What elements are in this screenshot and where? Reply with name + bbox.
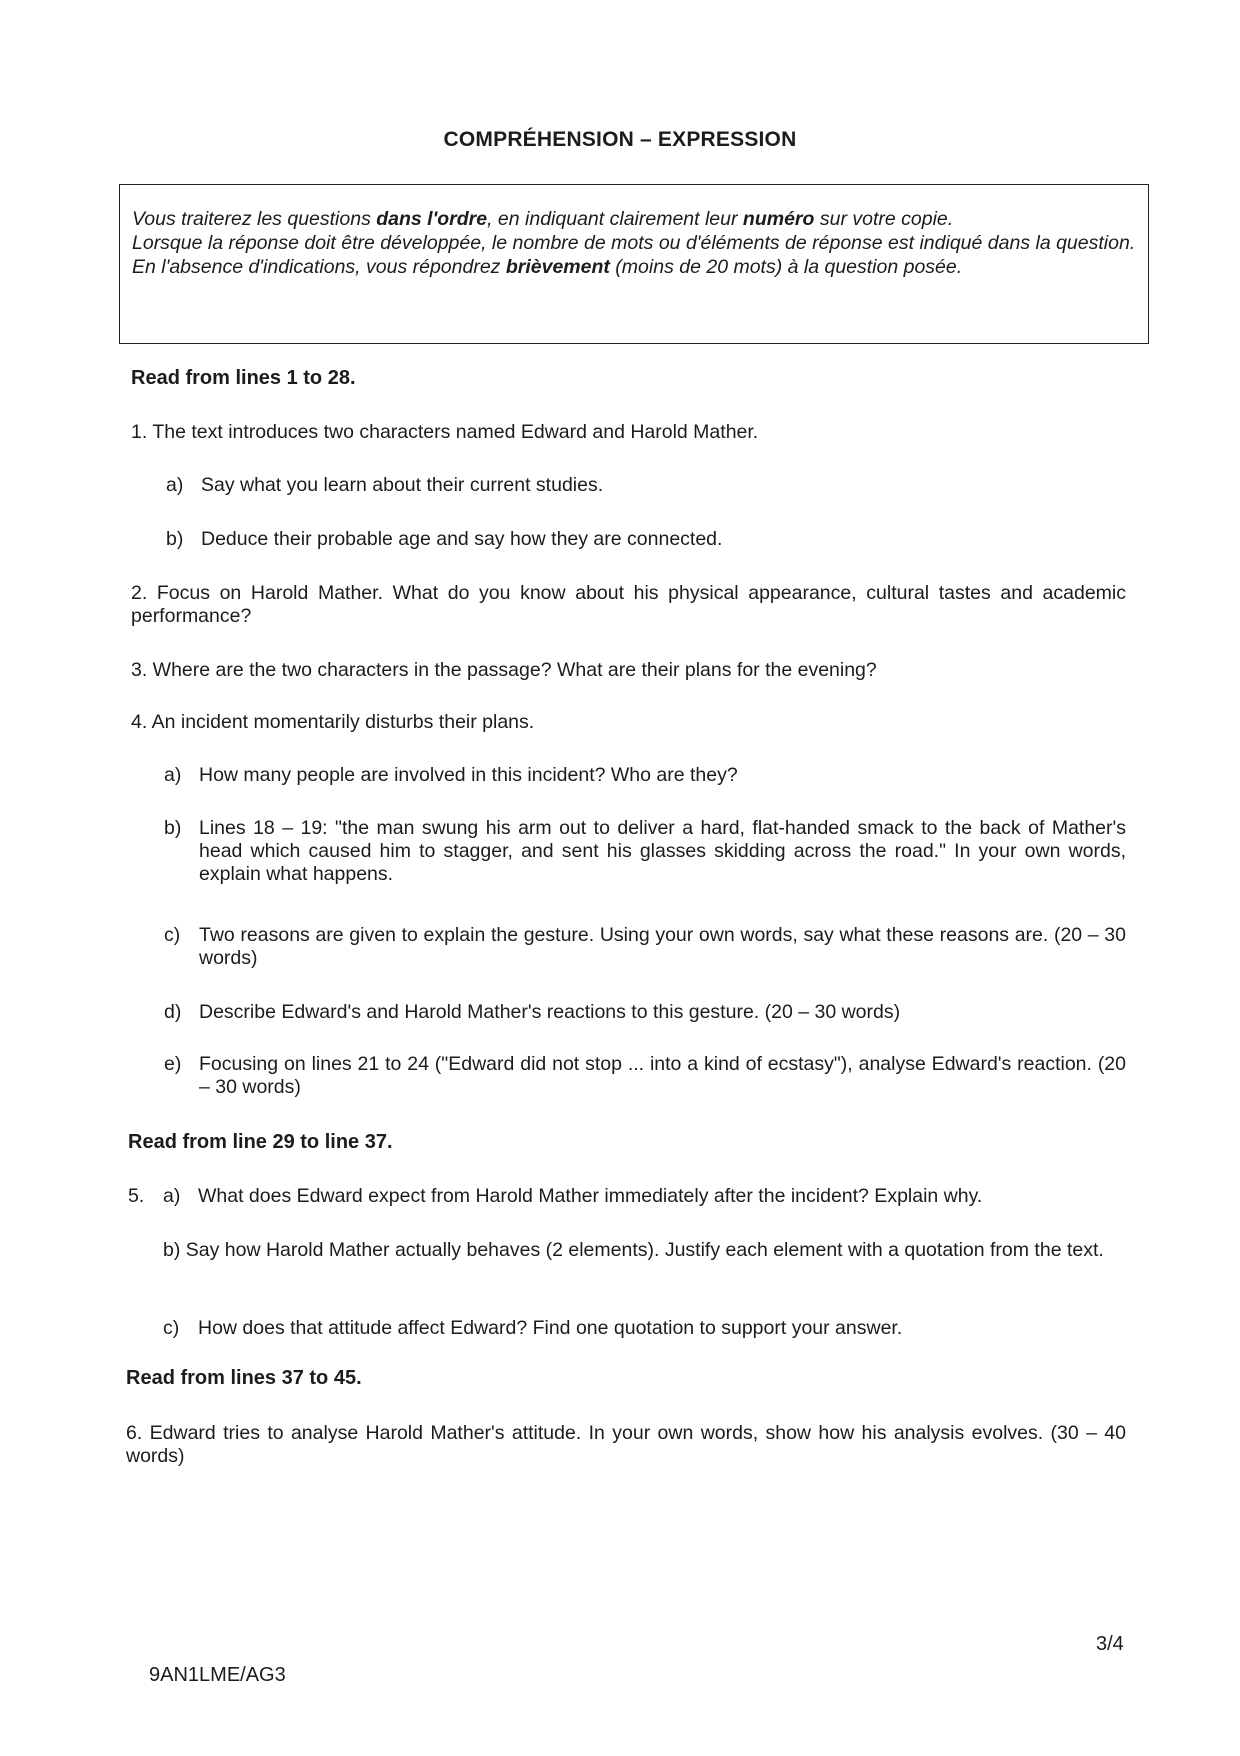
question-1a: a) Say what you learn about their current studies.: [166, 474, 604, 496]
instructions-line-1: Vous traiterez les questions dans l'ordre, en indiquant clairement leur numéro sur votre copie.: [132, 208, 954, 230]
question-5-number: 5.: [128, 1185, 145, 1207]
question-4b: b) Lines 18 – 19: "the man swung his arm out to deliver a hard, flat-handed smack to the back of Mather's head which caused him to stagger, and sent his glasses skidding across the road." In your own words, explain what happens.: [164, 817, 1126, 885]
section-heading-3: Read from lines 37 to 45.: [126, 1367, 362, 1389]
question-4d: d) Describe Edward's and Harold Mather's reactions to this gesture. (20 – 30 words): [164, 1001, 901, 1023]
question-4e: e) Focusing on lines 21 to 24 ("Edward did not stop ... into a kind of ecstasy"), analyse Edward's reaction. (20 – 30 words): [164, 1053, 1126, 1098]
question-4a: a) How many people are involved in this incident? Who are they?: [164, 764, 738, 786]
instructions-line-3: En l'absence d'indications, vous répondrez brièvement (moins de 20 mots) à la question posée.: [132, 256, 963, 278]
question-5c: c) How does that attitude affect Edward? Find one quotation to support your answer.: [163, 1317, 903, 1339]
question-1b: b) Deduce their probable age and say how they are connected.: [166, 528, 723, 550]
question-1: 1. The text introduces two characters named Edward and Harold Mather.: [131, 421, 759, 443]
section-heading-1: Read from lines 1 to 28.: [131, 367, 356, 389]
question-2: 2. Focus on Harold Mather. What do you know about his physical appearance, cultural tastes and academic performance?: [131, 582, 1126, 627]
instructions-box: [119, 184, 1149, 344]
question-6: 6. Edward tries to analyse Harold Mather's attitude. In your own words, show how his analysis evolves. (30 – 40 words): [126, 1422, 1126, 1467]
instructions-line-2: Lorsque la réponse doit être développée, le nombre de mots ou d'éléments de réponse est indiqué dans la question.: [132, 232, 1136, 254]
question-5a: a) What does Edward expect from Harold Mather immediately after the incident? Explain why.: [163, 1185, 983, 1207]
document-code: 9AN1LME/AG3: [149, 1664, 286, 1686]
page-title: COMPRÉHENSION – EXPRESSION: [443, 128, 797, 151]
question-4c: c) Two reasons are given to explain the gesture. Using your own words, say what these reasons are. (20 – 30 words): [164, 924, 1126, 969]
page-number: 3/4: [1096, 1633, 1124, 1655]
question-3: 3. Where are the two characters in the passage? What are their plans for the evening?: [131, 659, 877, 681]
question-4: 4. An incident momentarily disturbs their plans.: [131, 711, 535, 733]
question-5b: b) Say how Harold Mather actually behaves (2 elements). Justify each element with a quotation from the text.: [163, 1239, 1104, 1261]
section-heading-2: Read from line 29 to line 37.: [128, 1131, 393, 1153]
